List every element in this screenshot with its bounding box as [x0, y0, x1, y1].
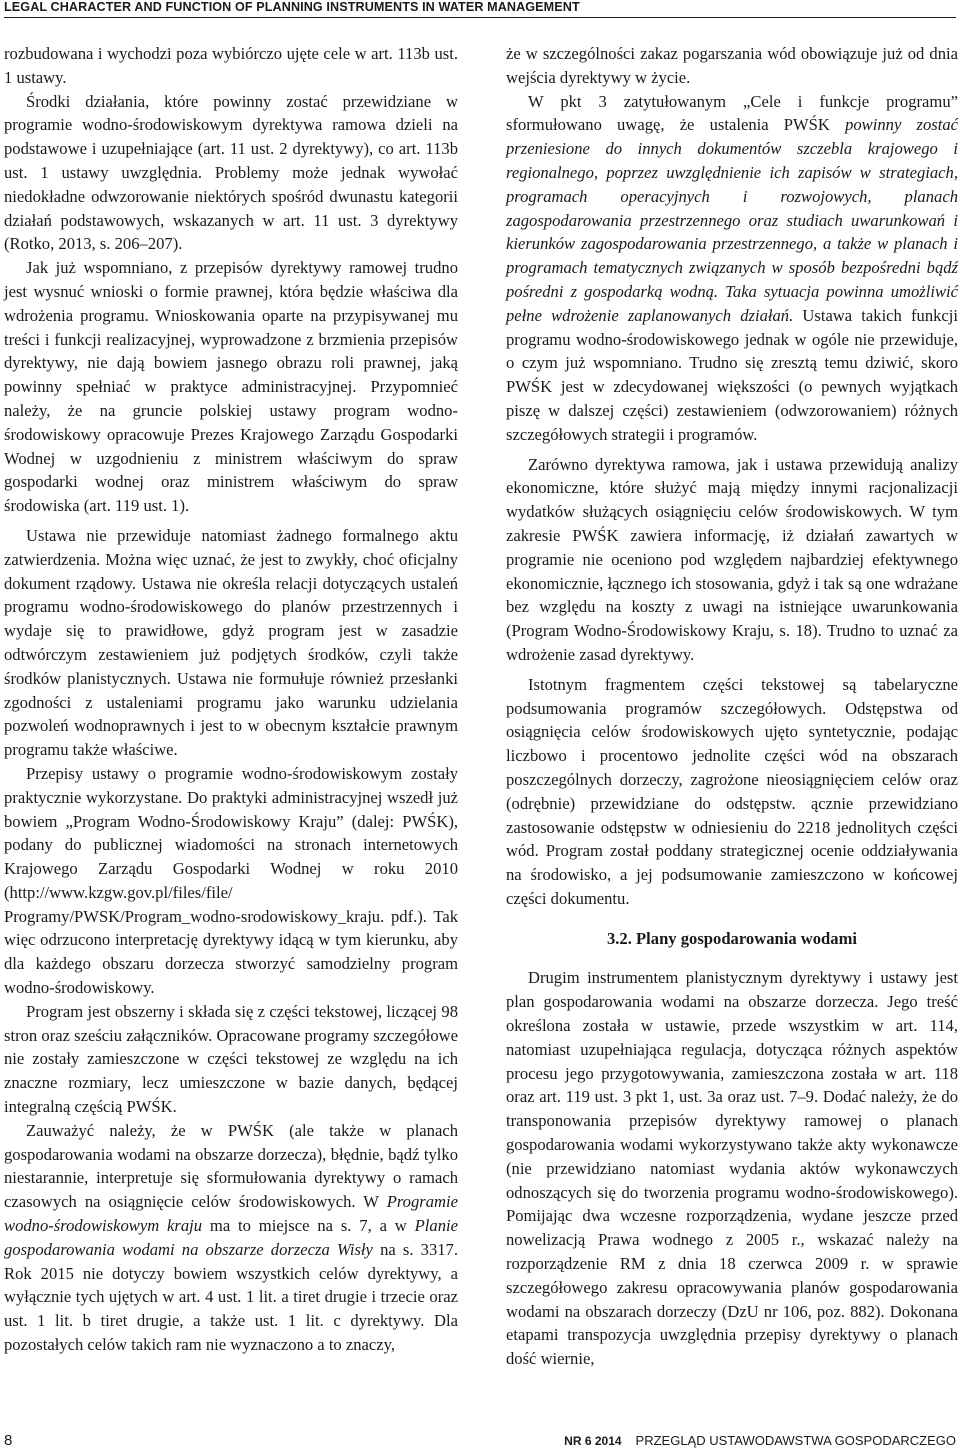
text-span: Zauważyć należy, że w PWŚK (ale także w planach gospodarowania wodami na obszarze dorzecza), błędnie, bądź tylko niestarannie, interpretuje się sformułowania dyrektywy o ramach czasowych na osiągnięcie celów środowiskowych. W: [4, 1120, 458, 1212]
page-number: 8: [4, 1432, 13, 1449]
paragraph: Istotnym fragmentem części tekstowej są tabelaryczne podsumowania programów szczegółowych. Odstępstwa od osiągnięcia celów środowiskowych ujęto syntetycznie, podając liczbowo i procentowo jednolite części wód na obszarach poszczególnych dorzeczy, zagrożone nieosiągnięciem celów oraz (odrębnie) przewidziane do odstępstw. ącznie przewidziano zastosowanie odstępstw w odniesieniu do 2218 jednolitych części wód. Program został poddany strategicznej ocenie oddziaływania na środowisko, a jej podsumowanie zamieszczono w końcowej części dokumentu.: [506, 674, 958, 908]
italic-title: Planie gospodarowania wodami na obszarze dorzecza Wisły: [4, 1216, 458, 1259]
text-span: ma to miejsce na s. 7, a w: [209, 1216, 407, 1236]
paragraph: [4, 1119, 458, 1357]
paragraph: Ustawa nie przewiduje natomiast żadnego formalnego aktu zatwierdzenia. Można więc uznać, że jest to zwykły, choć oficjalny dokument rządowy. Ustawa nie określa relacji dotyczących ustaleń programu wodno-środowiskowego do planów przestrzennych i wydaje się to prawidłowe, gdyż program jest w zasadzie odtwórczym zestawieniem już podjętych środków, czyli także środków planistycznych. Ustawa nie formułuje również przesłanki zgodności z ustaleniami programu jako warunku udzielania pozwoleń wodnoprawnych i jest to w obecnym kształcie prawnym programu także właściwe.: [4, 525, 458, 760]
paragraph: rozbudowana i wychodzi poza wybiórczo ujęte cele w art. 113b ust. 1 ustawy.: [4, 44, 458, 87]
left-column: [4, 42, 458, 1357]
italic-title: Programie wodno-środowiskowym kraju: [4, 1192, 458, 1236]
issue-number: NR 6 2014: [564, 1434, 622, 1448]
running-head: LEGAL CHARACTER AND FUNCTION OF PLANNING INSTRUMENTS IN WATER MANAGEMENT: [4, 0, 956, 18]
paragraph: [506, 90, 958, 447]
journal-title: PRZEGLĄD USTAWODAWSTWA GOSPODARCZEGO: [635, 1433, 956, 1448]
paragraph: Środki działania, które powinny zostać przewidziane w programie wodno-środowiskowym dyrektywa ramowa dzieli na podstawowe i uzupełniające (art. 11 ust. 2 dyrektywy), co art. 113b ust. 1 ustawy uwzględnia. Problemy może jednak wywołać niedokładne odwzorowanie niektórych spośród dwunastu kategorii działań podstawowych, wskazanych w art. 11 ust. 3 dyrektywy (Rotko, 2013, s. 206–207).: [4, 91, 458, 254]
journal-info: [564, 1431, 956, 1451]
paragraph: że w szczególności zakaz pogarszania wód obowiązuje już od dnia wejścia dyrektywy w życie.: [506, 44, 958, 87]
text-span: Ustawa takich funkcji programu wodno-środowiskowego jednak w ogóle nie przewiduje, o czym już wspomniano. Trudno się zresztą temu dziwić, skoro PWŚK jest w zdecydowanej większości (o pewnych wyjątkach piszę w dalszej części) zestawieniem (odwzorowaniem) różnych szczegółowych strategii i programów.: [506, 305, 958, 444]
paragraph: Drugim instrumentem planistycznym dyrektywy i ustawy jest plan gospodarowania wodami na obszarze dorzecza. Jego treść określona została w ustawie, przede wszystkim w art. 114, natomiast uzupełniająca regulacja, dotycząca różnych aspektów procesu jego przygotowywania, zamieszczona została w art. 118 oraz art. 119 ust. 3 pkt 1, ust. 3a oraz ust. 7–9. Dodać należy, że do transponowania przepisów dyrektywy ramowej o planach gospodarowania wodami wykorzystywano także akty wykonawcze (nie przewidziano natomiast wydania aktów wykonawczych odnoszących się do tworzenia programu wodno-środowiskowego). Pomijając dwa wczesne rozporządzenia, wydane jeszcze przed nowelizacją Prawa wodnego z 2005 r., wskazać należy na rozporządzenie RM z dnia 18 czerwca 2009 r. w sprawie szczegółowego zakresu opracowywania planów gospodarowania wodami na obszarach dorzeczy (DzU nr 106, poz. 882). Dokonana etapami transpozycja uwzględnia przepisy dyrektywy o planach dość wiernie,: [506, 968, 958, 1369]
paragraph: Jak już wspomniano, z przepisów dyrektywy ramowej trudno jest wysnuć wnioski o formie prawnej, która będzie właściwa dla wdrożenia programu. Wnioskowania oparte na przypisywanej mu treści i funkcji realizacyjnej, wyprowadzone z brzmienia przepisów dyrektywy, nie dają bowiem jasnego obrazu roli prawnej, jaką powinny spełniać w praktyce administracyjnej. Przypomnieć należy, że na gruncie polskiej ustawy program wodno-środowiskowy opracowuje Prezes Krajowego Zarządu Gospodarki Wodnej w uzgodnieniu z ministrem właściwym do spraw gospodarki wodnej oraz ministrem właściwym do spraw środowiska (art. 119 ust. 1).: [4, 258, 458, 516]
text-span: na s. 3317. Rok 2015 nie dotyczy bowiem wszystkich celów dyrektywy, a wyłącznie tych ujętych w art. 4 ust. 1 lit. a tiret drugie i trzecie oraz ust. 1 lit. b tiret drugie, a także ust. 1 lit. c dyrektywy. Dla pozostałych celów takich ram nie wyznaczono a to znaczy,: [4, 1239, 458, 1355]
paragraph: Przepisy ustawy o programie wodno-środowiskowym zostały praktycznie wykorzystane. Do praktyki administracyjnej wszedł już bowiem „Program Wodno-Środowiskowy Kraju” (dalej: PWŚK), podany do publicznej wiadomości na stronach internetowych Krajowego Zarządu Gospodarki Wodnej w roku 2010 (http://www.kzgw.gov.pl/files/file/ Programy/PWSK/Program_wodno-srodowiskowy_kraju. pdf.). Tak więc odrzucono interpretację dyrektywy idącą w tym kierunku, aby dla każdego obszaru dorzecza stworzyć samodzielny program wodno-środowiskowy.: [4, 763, 458, 998]
italic-quote: powinny zostać przeniesione do innych dokumentów szczebla krajowego i regionalnego, poprzez uwzględnienie ich zapisów w strategiach, programach operacyjnych i rozwojowych, planach zagospodarowania przestrzennego oraz studiach uwarunkowań i kierunków zagospodarowania przestrzennego, a także w planach i programach tematycznych związanych w sposób bezpośredni bądź pośredni z gospodarką wodną. Taka sytuacja powinna umożliwić pełne wdrożenie zaplanowanych działań.: [506, 115, 958, 325]
section-heading: 3.2. Plany gospodarowania wodami: [606, 928, 858, 948]
paragraph: Zarówno dyrektywa ramowa, jak i ustawa przewidują analizy ekonomiczne, które służyć mają między innymi racjonalizacji wydatków służących osiągnięciu celów środowiskowych. W tym zakresie PWŚK zawiera informację, iż działań zawartych w programie nie oceniono pod względem najbardziej efektywnego ekonomicznie, łącznego ich stosowania, gdyż i tak są one wdrażane bez względu na koszty z uwagi na istniejące uwarunkowania (Program Wodno-Środowiskowy Kraju, s. 18). Trudno to uznać za wdrożenie zasad dyrektywy.: [506, 454, 958, 664]
text-span: W pkt 3 zatytułowanym „Cele i funkcje programu” sformułowano uwagę, że ustalenia PWŚK: [506, 91, 958, 135]
paragraph: Program jest obszerny i składa się z części tekstowej, liczącej 98 stron oraz sześciu załączników. Opracowane programy szczegółowe nie zostały zamieszczone w części tekstowej ze względu na ich znaczne rozmiary, lecz umieszczone w bazie danych, będącej integralną częścią PWŚK.: [4, 1001, 458, 1117]
right-column: [506, 42, 958, 1371]
page-footer: [4, 1431, 956, 1451]
